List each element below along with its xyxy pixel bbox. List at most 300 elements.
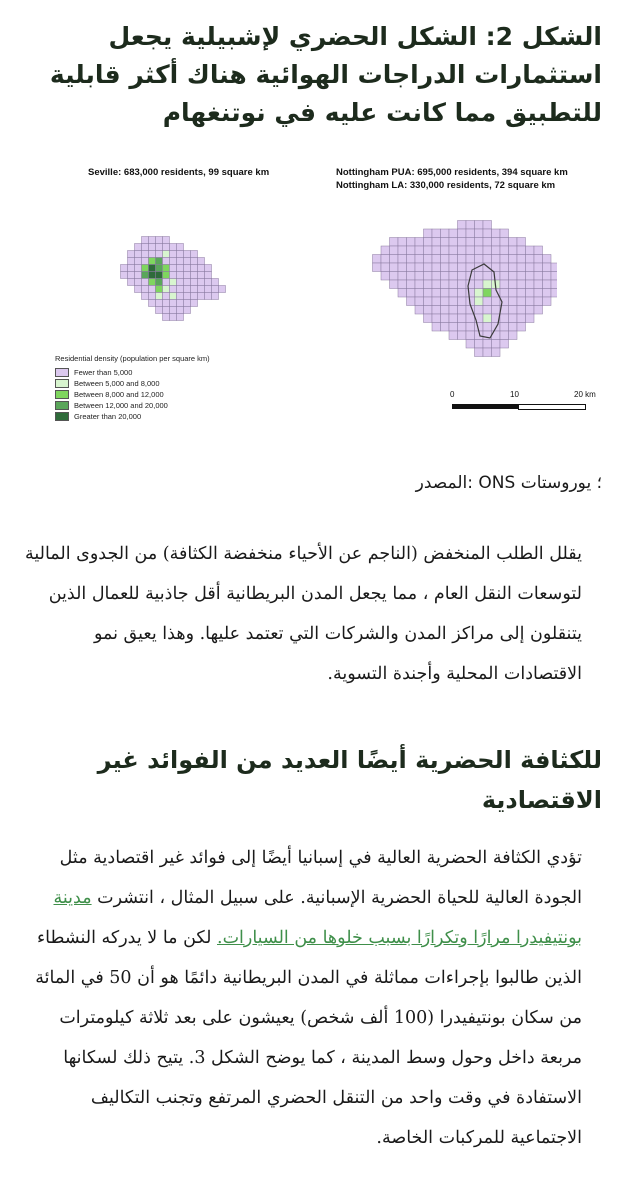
map-cell — [170, 314, 177, 321]
map-cell — [500, 263, 509, 272]
map-cell — [390, 238, 399, 247]
map-cell — [177, 279, 184, 286]
map-cell — [458, 272, 467, 281]
legend-row — [55, 411, 210, 422]
map-cell — [424, 297, 433, 306]
map-cell — [475, 246, 484, 255]
map-cell — [184, 300, 191, 307]
map-cell — [191, 258, 198, 265]
map-cell — [432, 255, 441, 264]
map-cell — [466, 221, 475, 230]
map-cell — [163, 307, 170, 314]
map-cell — [424, 263, 433, 272]
map-cell — [184, 251, 191, 258]
map-cell — [483, 246, 492, 255]
map-cell — [483, 306, 492, 315]
legend-swatch — [55, 401, 69, 410]
map-cell — [483, 297, 492, 306]
map-cell — [198, 279, 205, 286]
map-cell — [135, 272, 142, 279]
map-cell — [449, 297, 458, 306]
map-cell — [184, 286, 191, 293]
map-cell — [492, 263, 501, 272]
map-cell — [170, 286, 177, 293]
map-cell — [390, 255, 399, 264]
legend-row — [55, 367, 210, 378]
map-cell — [424, 238, 433, 247]
map-cell — [458, 221, 467, 230]
map-cell — [156, 272, 163, 279]
map-cell — [441, 229, 450, 238]
scale-label-20: 20 km — [574, 390, 596, 399]
nottingham-pua-caption: Nottingham PUA: 695,000 residents, 394 square km — [336, 167, 568, 178]
map-cell — [156, 244, 163, 251]
map-cell — [441, 306, 450, 315]
map-cell — [163, 286, 170, 293]
paragraph-2-text-continued: لكن ما لا يدركه النشطاء الذين طالبوا بإجراءات مماثلة في المدن البريطانية دائمًا هو أن 50 في المائة من سكان بونتيفيدرا (100 ألف شخص) يعيشون على بعد ثلاثة كيلومترات مربعة داخل وحول وسط المدينة ، كما يوضح الشكل 3. يتيح ذلك لسكانها الاستفادة في وقت واحد من التنقل الحضري المرتفع وتجنب التكاليف الاجتماعية للمركبات الخاصة. — [35, 928, 582, 1148]
map-cell — [475, 306, 484, 315]
map-cell — [500, 246, 509, 255]
map-cell — [128, 258, 135, 265]
map-cell — [543, 280, 552, 289]
map-cell — [509, 331, 518, 340]
map-cell — [149, 279, 156, 286]
legend-label: Greater than 20,000 — [74, 412, 142, 421]
map-cell — [466, 280, 475, 289]
map-cell — [509, 255, 518, 264]
map-cell — [543, 255, 552, 264]
map-cell — [509, 280, 518, 289]
map-cell — [390, 272, 399, 281]
map-cell — [526, 272, 535, 281]
map-cell — [526, 306, 535, 315]
map-cell — [163, 251, 170, 258]
legend-row — [55, 400, 210, 411]
map-cell — [458, 331, 467, 340]
map-cell — [475, 221, 484, 230]
map-cell — [177, 300, 184, 307]
map-cell — [466, 323, 475, 332]
map-cell — [492, 340, 501, 349]
map-cell — [156, 265, 163, 272]
map-cell — [424, 272, 433, 281]
map-cell — [191, 265, 198, 272]
legend-label: Between 5,000 and 8,000 — [74, 379, 160, 388]
map-cell — [163, 272, 170, 279]
map-cell — [449, 323, 458, 332]
map-cell — [441, 323, 450, 332]
map-cell — [184, 265, 191, 272]
legend-title: Residential density (population per square km) — [55, 354, 210, 363]
map-cell — [177, 265, 184, 272]
map-cell — [177, 293, 184, 300]
map-cell — [170, 251, 177, 258]
map-cell — [432, 238, 441, 247]
map-cell — [500, 323, 509, 332]
map-cell — [449, 314, 458, 323]
legend-swatch — [55, 379, 69, 388]
map-cell — [407, 238, 416, 247]
map-cell — [526, 280, 535, 289]
map-cell — [458, 297, 467, 306]
map-cell — [149, 244, 156, 251]
section-heading: للكثافة الحضرية أيضًا العديد من الفوائد غير الاقتصادية — [97, 746, 602, 814]
map-cell — [128, 279, 135, 286]
map-cell — [449, 272, 458, 281]
map-cell — [135, 279, 142, 286]
map-cell — [142, 279, 149, 286]
map-cell — [449, 289, 458, 298]
map-cell — [156, 279, 163, 286]
figure-title: الشكل 2: الشكل الحضري لإشبيلية يجعل استثمارات الدراجات الهوائية هناك أكثر قابلية للتطبيق مما كانت عليه في نوتنغهام — [49, 22, 602, 127]
map-cell — [170, 244, 177, 251]
map-cell — [212, 286, 219, 293]
map-cell — [191, 279, 198, 286]
map-cell — [156, 237, 163, 244]
map-cell — [212, 279, 219, 286]
map-cell — [432, 323, 441, 332]
map-cell — [177, 251, 184, 258]
map-cell — [458, 263, 467, 272]
map-cell — [466, 331, 475, 340]
map-cell — [415, 306, 424, 315]
legend-row — [55, 389, 210, 400]
map-cell — [517, 238, 526, 247]
map-cell — [509, 263, 518, 272]
map-cell — [415, 280, 424, 289]
map-cell — [149, 300, 156, 307]
map-cell — [509, 272, 518, 281]
map-cell — [458, 306, 467, 315]
seville-caption: Seville: 683,000 residents, 99 square km — [88, 167, 270, 178]
map-cell — [458, 289, 467, 298]
map-cell — [475, 348, 484, 357]
map-cell — [163, 279, 170, 286]
map-cell — [135, 258, 142, 265]
nottingham-la-caption: Nottingham LA: 330,000 residents, 72 square km — [336, 180, 556, 191]
map-cell — [373, 263, 382, 272]
map-cell — [170, 272, 177, 279]
map-cell — [142, 244, 149, 251]
map-cell — [526, 263, 535, 272]
map-cell — [449, 280, 458, 289]
map-cell — [483, 340, 492, 349]
map-cell — [170, 300, 177, 307]
map-cell — [184, 293, 191, 300]
map-cell — [149, 237, 156, 244]
map-cell — [534, 263, 543, 272]
scale-label-0: 0 — [450, 390, 455, 399]
map-cell — [441, 272, 450, 281]
map-cell — [534, 289, 543, 298]
map-cell — [526, 289, 535, 298]
map-cell — [163, 258, 170, 265]
map-cell — [142, 237, 149, 244]
map-cell — [149, 286, 156, 293]
map-cell — [407, 289, 416, 298]
map-cell — [551, 280, 557, 289]
map-cell — [407, 280, 416, 289]
legend-swatch — [55, 390, 69, 399]
map-cell — [509, 238, 518, 247]
map-cell — [142, 286, 149, 293]
map-cell — [483, 323, 492, 332]
map-cell — [441, 314, 450, 323]
map-cell — [198, 258, 205, 265]
map-cell — [407, 263, 416, 272]
map-cell — [390, 263, 399, 272]
map-cell — [381, 272, 390, 281]
map-cell — [492, 306, 501, 315]
map-cell — [219, 286, 226, 293]
map-cell — [381, 255, 390, 264]
map-cell — [415, 238, 424, 247]
map-cell — [432, 263, 441, 272]
map-cell — [184, 258, 191, 265]
map-cell — [458, 229, 467, 238]
map-cell — [517, 280, 526, 289]
legend-label: Between 8,000 and 12,000 — [74, 390, 164, 399]
map-cell — [170, 265, 177, 272]
map-cell — [407, 297, 416, 306]
map-cell — [415, 263, 424, 272]
map-cell — [483, 229, 492, 238]
map-cell — [449, 229, 458, 238]
map-cell — [184, 272, 191, 279]
map-cell — [142, 251, 149, 258]
map-cell — [449, 331, 458, 340]
map-cell — [441, 263, 450, 272]
map-cell — [441, 280, 450, 289]
map-cell — [475, 289, 484, 298]
map-cell — [191, 272, 198, 279]
scale-bar — [446, 390, 596, 430]
map-cell — [198, 265, 205, 272]
map-cell — [543, 263, 552, 272]
map-cell — [198, 272, 205, 279]
map-cell — [177, 286, 184, 293]
map-cell — [177, 314, 184, 321]
map-cell — [483, 280, 492, 289]
map-cell — [500, 280, 509, 289]
map-cell — [191, 286, 198, 293]
map-cell — [492, 229, 501, 238]
map-cell — [543, 289, 552, 298]
map-cell — [526, 314, 535, 323]
figure-source: ؛ يوروستات ONS :المصدر — [415, 473, 602, 493]
map-cell — [156, 307, 163, 314]
map-cell — [149, 272, 156, 279]
map-cell — [543, 272, 552, 281]
map-cell — [466, 289, 475, 298]
map-cell — [128, 272, 135, 279]
map-cell — [191, 293, 198, 300]
map-cell — [121, 272, 128, 279]
map-cell — [170, 279, 177, 286]
map-cell — [458, 238, 467, 247]
map-cell — [407, 272, 416, 281]
map-cell — [483, 255, 492, 264]
map-cell — [449, 263, 458, 272]
map-cell — [135, 265, 142, 272]
map-cell — [149, 251, 156, 258]
map-cell — [415, 246, 424, 255]
map-cell — [177, 258, 184, 265]
map-cell — [373, 255, 382, 264]
map-cell — [466, 229, 475, 238]
map-cell — [128, 251, 135, 258]
map-cell — [163, 293, 170, 300]
map-cell — [475, 340, 484, 349]
map-cell — [441, 297, 450, 306]
map-cell — [441, 246, 450, 255]
map-cell — [466, 314, 475, 323]
map-cell — [466, 263, 475, 272]
map-cell — [415, 297, 424, 306]
map-cell — [449, 246, 458, 255]
map-cell — [441, 289, 450, 298]
map-cell — [163, 237, 170, 244]
map-cell — [156, 286, 163, 293]
scale-bar-black-segment — [452, 404, 518, 409]
map-cell — [149, 293, 156, 300]
map-cell — [458, 246, 467, 255]
paragraph-1: يقلل الطلب المنخفض (الناجم عن الأحياء منخفضة الكثافة) من الجدوى المالية لتوسعات النقل العام ، مما يجعل المدن البريطانية أقل جاذبية للعمال الذين يتنقلون إلى مراكز المدن والشركات التي تعتمد عليها. وهذا يعيق نمو الاقتصادات المحلية وأجندة التسوية. — [24, 544, 582, 684]
pontevedra-link[interactable]: مدينة بونتيفيدرا مرارًا وتكرارًا بسبب خلوها من السيارات. — [53, 888, 582, 948]
map-cell — [424, 255, 433, 264]
legend-row — [55, 378, 210, 389]
paragraph-2 — [20, 838, 582, 1158]
map-cell — [177, 272, 184, 279]
map-cell — [509, 323, 518, 332]
map-cell — [492, 246, 501, 255]
map-cell — [534, 280, 543, 289]
map-cell — [517, 323, 526, 332]
map-cell — [121, 265, 128, 272]
nottingham-density-map — [372, 220, 557, 360]
map-cell — [526, 246, 535, 255]
map-cell — [517, 297, 526, 306]
map-cell — [432, 289, 441, 298]
map-cell — [398, 246, 407, 255]
map-cell — [135, 251, 142, 258]
paragraph-2-text: تؤدي الكثافة الحضرية العالية في إسبانيا أيضًا إلى فوائد غير اقتصادية مثل الجودة العالية للحياة الحضرية الإسبانية. على سبيل المثال ، انتشرت — [59, 848, 582, 908]
map-cell — [509, 314, 518, 323]
map-cell — [424, 229, 433, 238]
map-cell — [415, 255, 424, 264]
legend-swatch — [55, 412, 69, 421]
map-cell — [198, 286, 205, 293]
map-cell — [142, 258, 149, 265]
map-cell — [156, 300, 163, 307]
map-cell — [432, 229, 441, 238]
map-cell — [205, 293, 212, 300]
map-cell — [441, 238, 450, 247]
map-cell — [458, 280, 467, 289]
map-cell — [432, 306, 441, 315]
map-cell — [526, 297, 535, 306]
map-cell — [526, 255, 535, 264]
map-cell — [500, 272, 509, 281]
map-cell — [135, 286, 142, 293]
map-cell — [551, 289, 557, 298]
map-cell — [458, 323, 467, 332]
map-cell — [475, 255, 484, 264]
map-cell — [483, 272, 492, 281]
map-cell — [458, 314, 467, 323]
map-cell — [415, 289, 424, 298]
map-cell — [177, 244, 184, 251]
map-cell — [212, 293, 219, 300]
map-cell — [551, 263, 557, 272]
map-cell — [142, 265, 149, 272]
map-cell — [142, 272, 149, 279]
legend-swatch — [55, 368, 69, 377]
map-cell — [483, 289, 492, 298]
map-cell — [509, 246, 518, 255]
scale-bar-white-segment — [518, 404, 586, 410]
map-cell — [156, 293, 163, 300]
map-cell — [149, 265, 156, 272]
map-cell — [191, 300, 198, 307]
density-legend — [55, 354, 210, 422]
map-cell — [184, 279, 191, 286]
map-cell — [517, 263, 526, 272]
map-cell — [381, 263, 390, 272]
map-cell — [475, 229, 484, 238]
seville-density-map — [120, 236, 230, 336]
map-cell — [534, 246, 543, 255]
map-cell — [163, 314, 170, 321]
map-cell — [398, 255, 407, 264]
map-cell — [424, 280, 433, 289]
map-cell — [492, 255, 501, 264]
map-cell — [500, 289, 509, 298]
map-cell — [517, 272, 526, 281]
map-cell — [466, 238, 475, 247]
map-cell — [432, 246, 441, 255]
map-cell — [156, 251, 163, 258]
map-cell — [492, 238, 501, 247]
map-cell — [517, 289, 526, 298]
map-cell — [205, 279, 212, 286]
map-cell — [534, 272, 543, 281]
map-cell — [534, 255, 543, 264]
map-cell — [500, 340, 509, 349]
legend-label: Between 12,000 and 20,000 — [74, 401, 168, 410]
map-cell — [398, 272, 407, 281]
map-cell — [551, 272, 557, 281]
map-cell — [517, 255, 526, 264]
map-cell — [432, 314, 441, 323]
scale-label-10: 10 — [510, 390, 519, 399]
map-cell — [483, 221, 492, 230]
map-cell — [492, 272, 501, 281]
map-cell — [534, 297, 543, 306]
map-cell — [449, 255, 458, 264]
map-cell — [156, 258, 163, 265]
map-cell — [390, 246, 399, 255]
map-cell — [381, 246, 390, 255]
map-cell — [163, 244, 170, 251]
map-cell — [191, 251, 198, 258]
map-cell — [441, 255, 450, 264]
map-cell — [398, 289, 407, 298]
map-cell — [483, 238, 492, 247]
map-cell — [205, 272, 212, 279]
map-cell — [205, 286, 212, 293]
map-cell — [475, 238, 484, 247]
